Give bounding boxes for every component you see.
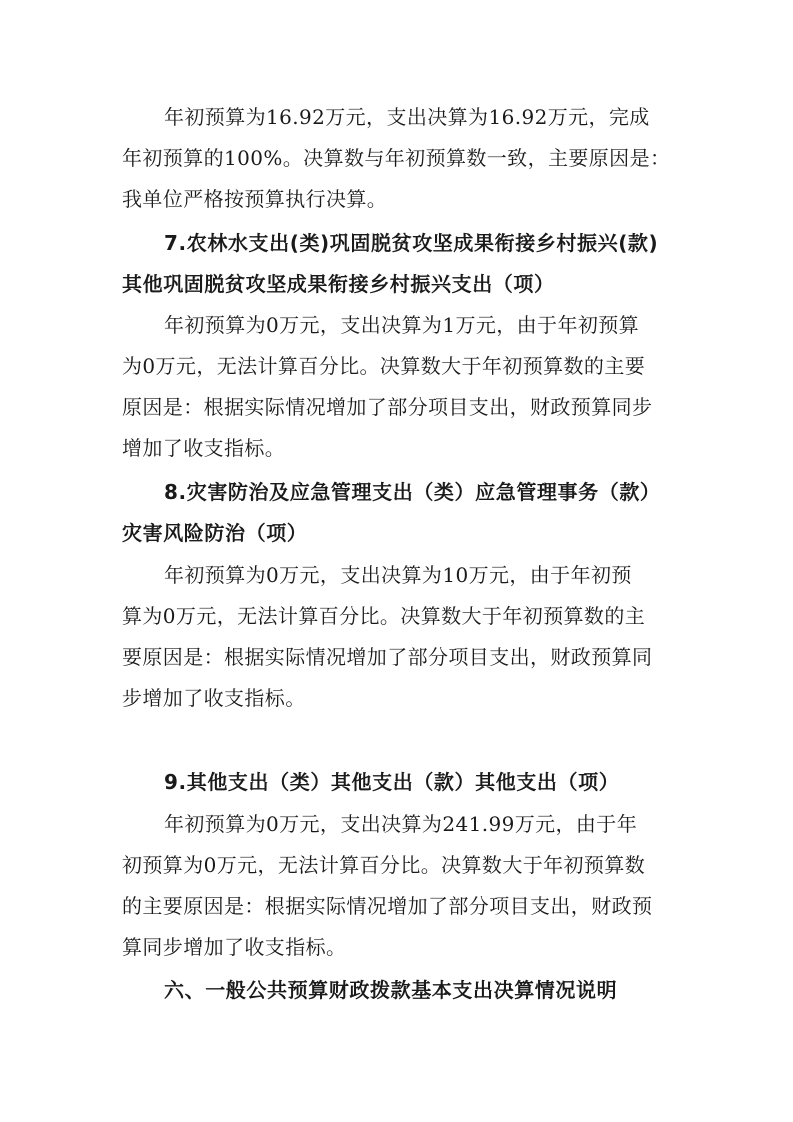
paragraph-line: 年初预算为16.92万元，支出决算为16.92万元，完成	[164, 105, 650, 129]
item-9-heading: 9.其他支出（类）其他支出（款）其他支出（项）	[164, 770, 620, 794]
item-7-paragraph-line: 为0万元，无法计算百分比。决算数大于年初预算数的主要	[122, 354, 646, 378]
item-9-paragraph-line: 初预算为0万元，无法计算百分比。决算数大于年初预算数	[122, 853, 646, 877]
item-9-paragraph-line: 年初预算为0万元，支出决算为241.99万元，由于年	[164, 812, 638, 836]
item-7-heading: 7.农林水支出(类)巩固脱贫攻坚成果衔接乡村振兴(款)	[164, 231, 659, 255]
item-8-paragraph-line: 算为0万元，无法计算百分比。决算数大于年初预算数的主	[122, 604, 646, 628]
paragraph-line: 年初预算的100%。决算数与年初预算数一致，主要原因是：	[122, 146, 671, 170]
section-heading: 六、一般公共预算财政拨款基本支出决算情况说明	[164, 978, 618, 1002]
item-8-paragraph-line: 步增加了收支指标。	[122, 686, 306, 710]
item-8-paragraph-line: 年初预算为0万元，支出决算为10万元，由于年初预	[164, 563, 632, 587]
item-8-heading: 8.灾害防治及应急管理支出（类）应急管理事务（款）	[164, 480, 661, 504]
item-7-heading: 其他巩固脱贫攻坚成果衔接乡村振兴支出（项）	[122, 272, 555, 296]
paragraph-line: 我单位严格按预算执行决算。	[122, 187, 388, 211]
item-8-heading: 灾害风险防治（项）	[122, 521, 308, 545]
item-9-paragraph-line: 的主要原因是：根据实际情况增加了部分项目支出，财政预	[122, 894, 653, 918]
item-8-paragraph-line: 要原因是：根据实际情况增加了部分项目支出，财政预算同	[122, 645, 653, 669]
item-7-paragraph-line: 原因是：根据实际情况增加了部分项目支出，财政预算同步	[122, 395, 653, 419]
item-7-paragraph-line: 增加了收支指标。	[122, 436, 286, 460]
item-7-paragraph-line: 年初预算为0万元，支出决算为1万元，由于年初预算	[164, 313, 640, 337]
item-9-paragraph-line: 算同步增加了收支指标。	[122, 935, 347, 959]
